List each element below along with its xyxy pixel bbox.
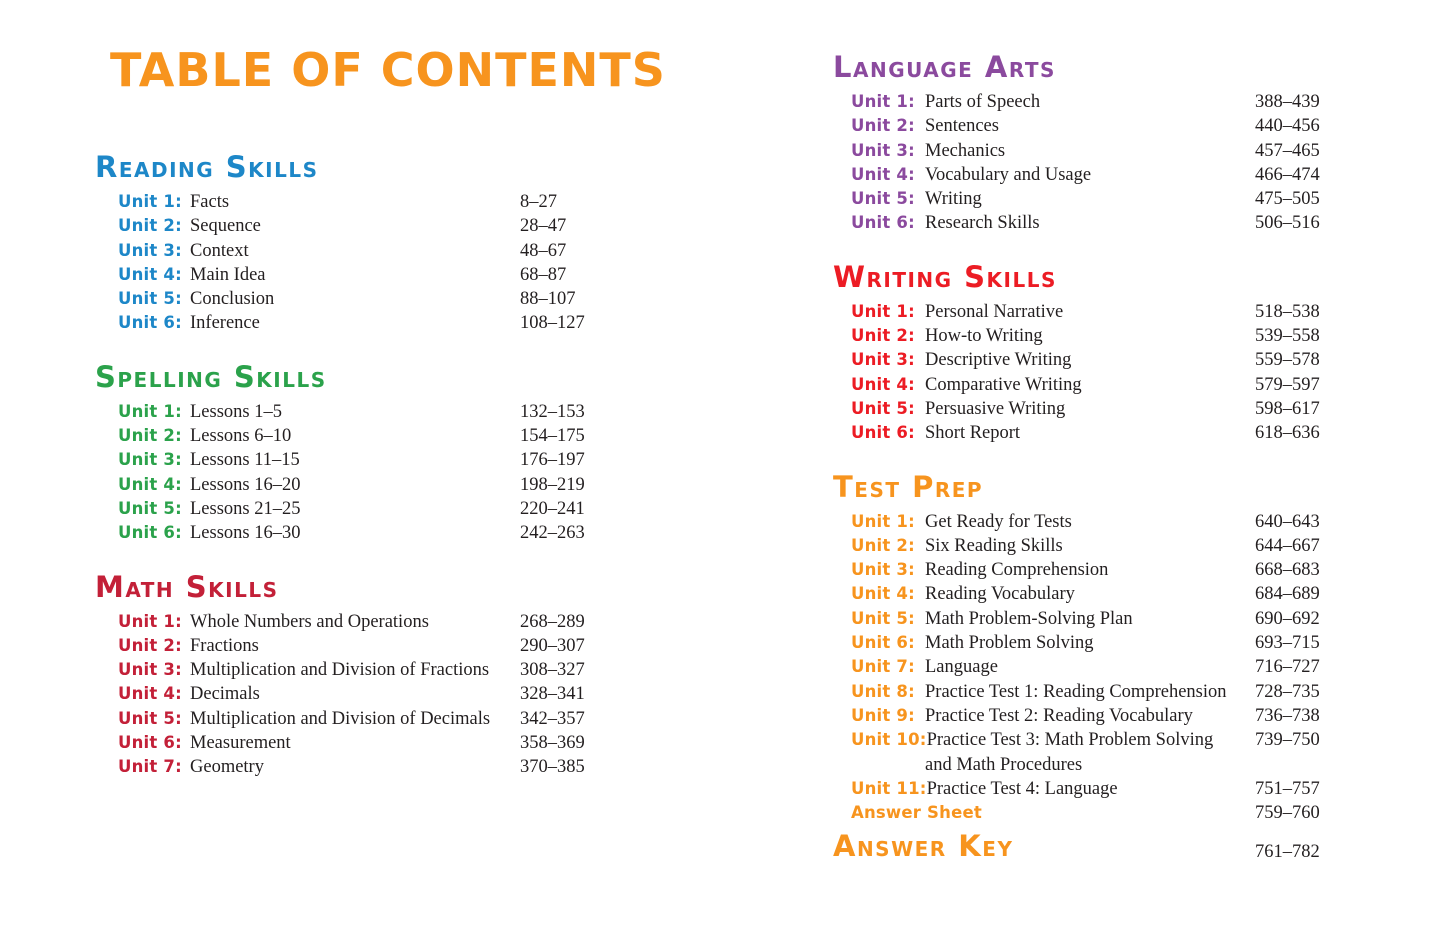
table-row (833, 397, 1373, 421)
math-skills-rows (95, 610, 655, 780)
unit-label: Unit 6: (851, 633, 915, 653)
unit-label: Unit 5: (118, 498, 182, 518)
page-range: 684–689 (1255, 584, 1320, 605)
section-heading-spelling-skills: Spelling Skills (95, 359, 327, 394)
unit-title: Multiplication and Division of Fractions (190, 660, 490, 681)
unit-label: Unit 5: (851, 398, 915, 418)
page-range: 668–683 (1255, 560, 1320, 581)
unit-title: Geometry (190, 757, 264, 778)
page-range: 440–456 (1255, 116, 1320, 137)
unit-label: Unit 4: (851, 164, 915, 184)
table-row (95, 473, 655, 497)
table-row (833, 534, 1373, 558)
section-language-arts (833, 50, 1373, 236)
unit-title: Conclusion (190, 289, 275, 310)
page-range: 690–692 (1255, 608, 1320, 629)
unit-title: Language (925, 657, 998, 678)
page-range: 308–327 (520, 660, 585, 681)
unit-label: Unit 3: (851, 560, 915, 580)
unit-title: Persuasive Writing (925, 398, 1066, 419)
unit-label: Unit 4: (118, 474, 182, 494)
unit-label: Unit 4: (118, 684, 182, 704)
section-heading-test-prep: Test Prep (833, 469, 984, 504)
table-row (95, 400, 655, 424)
unit-label: Unit 3: (851, 140, 915, 160)
table-row (95, 707, 655, 731)
table-row (833, 582, 1373, 606)
page-range: 108–127 (520, 313, 585, 334)
language-arts-rows (833, 90, 1373, 236)
unit-label: Unit 3: (118, 660, 182, 680)
unit-label: Unit 10: (851, 730, 927, 750)
table-row (833, 558, 1373, 582)
page-range: 761–782 (1255, 842, 1320, 863)
table-row (833, 801, 1373, 825)
unit-title: Reading Comprehension (925, 560, 1109, 581)
page-range: 328–341 (520, 684, 585, 705)
table-row (95, 731, 655, 755)
table-row (833, 114, 1373, 138)
unit-title: Practice Test 4: Language (926, 778, 1118, 799)
page-range: 132–153 (520, 401, 585, 422)
unit-label: Unit 1: (118, 401, 182, 421)
table-row (95, 682, 655, 706)
table-row (95, 755, 655, 779)
right-sections (833, 50, 1373, 863)
unit-label: Unit 1: (118, 192, 182, 211)
unit-title: Sequence (190, 216, 261, 237)
table-row (833, 421, 1373, 445)
table-row (833, 324, 1373, 348)
unit-label: Unit 6: (851, 213, 915, 233)
unit-title: Multiplication and Division of Decimals (190, 708, 491, 729)
unit-label: Unit 8: (851, 681, 915, 701)
unit-label: Unit 7: (851, 657, 915, 677)
unit-title: Math Problem-Solving Plan (925, 608, 1133, 629)
table-row (95, 448, 655, 472)
page-range: 618–636 (1255, 423, 1320, 444)
unit-label: Unit 4: (851, 374, 915, 394)
unit-title-line2: and Math Procedures (925, 754, 1083, 775)
table-row (95, 424, 655, 448)
unit-title: Get Ready for Tests (925, 511, 1072, 532)
unit-label: Unit 2: (118, 635, 182, 655)
unit-label: Unit 2: (851, 535, 915, 555)
answer-sheet-label: Answer Sheet (851, 803, 982, 823)
section-heading-language-arts: Language Arts (833, 50, 1056, 84)
unit-title: Context (190, 240, 249, 261)
unit-title: Lessons 16–30 (190, 523, 301, 544)
unit-label: Unit 5: (851, 189, 915, 209)
unit-label: Unit 6: (118, 523, 182, 543)
page-range: 693–715 (1255, 633, 1320, 654)
page-range: 475–505 (1255, 189, 1320, 210)
page-range: 88–107 (520, 289, 576, 310)
page-range: 342–357 (520, 708, 585, 729)
page-title: TABLE OF CONTENTS (110, 43, 666, 97)
test-prep-rows (833, 510, 1373, 826)
table-row (95, 190, 655, 214)
unit-title: Practice Test 1: Reading Comprehension (925, 681, 1227, 702)
unit-title: Lessons 16–20 (190, 474, 301, 495)
unit-label: Unit 7: (118, 757, 182, 777)
unit-title: Lessons 11–15 (190, 450, 300, 471)
unit-label: Unit 2: (851, 116, 915, 136)
unit-title: Six Reading Skills (925, 535, 1063, 556)
unit-label: Unit 4: (118, 264, 182, 284)
page-range: 28–47 (520, 216, 567, 237)
table-row (833, 728, 1373, 777)
unit-title: Practice Test 3: Math Problem Solving (926, 730, 1214, 751)
table-row (95, 610, 655, 634)
unit-label: Unit 5: (118, 708, 182, 728)
table-row (95, 521, 655, 545)
table-row (833, 655, 1373, 679)
section-spelling-skills (95, 360, 655, 546)
page-range: 154–175 (520, 426, 585, 447)
unit-title: Whole Numbers and Operations (190, 611, 429, 632)
page-range: 176–197 (520, 450, 585, 471)
page-range: 728–735 (1255, 681, 1320, 702)
table-row (833, 510, 1373, 534)
unit-label: Unit 6: (118, 313, 182, 333)
unit-label: Unit 6: (118, 733, 182, 753)
unit-label: Unit 9: (851, 705, 915, 725)
table-row (95, 658, 655, 682)
unit-title: Sentences (925, 116, 999, 137)
unit-label: Unit 2: (118, 216, 182, 236)
table-row (833, 373, 1373, 397)
page-range: 466–474 (1255, 164, 1320, 185)
page-range: 48–67 (520, 240, 567, 261)
unit-label: Unit 2: (851, 326, 915, 346)
table-row (95, 497, 655, 521)
unit-title: Reading Vocabulary (925, 584, 1075, 605)
unit-label: Unit 1: (851, 92, 915, 111)
page-range: 739–750 (1255, 730, 1320, 751)
unit-title: Lessons 1–5 (190, 401, 282, 422)
page-range: 736–738 (1255, 705, 1320, 726)
table-row (833, 139, 1373, 163)
page-range: 242–263 (520, 523, 585, 544)
section-test-prep (833, 470, 1373, 826)
unit-title: Measurement (190, 733, 291, 754)
unit-title: Parts of Speech (925, 92, 1041, 112)
table-row (833, 680, 1373, 704)
unit-label: Unit 5: (118, 289, 182, 309)
spelling-skills-rows (95, 400, 655, 546)
unit-title: Fractions (190, 635, 259, 656)
unit-label: Unit 11: (851, 778, 927, 798)
page-range: 8–27 (520, 192, 557, 212)
table-row (833, 704, 1373, 728)
unit-title: Facts (190, 192, 230, 212)
page-range: 457–465 (1255, 140, 1320, 161)
unit-label: Unit 4: (851, 584, 915, 604)
table-row (95, 214, 655, 238)
page-range: 220–241 (520, 498, 585, 519)
table-row (95, 311, 655, 335)
left-sections (95, 150, 655, 780)
section-math-skills (95, 570, 655, 780)
page-range: 198–219 (520, 474, 585, 495)
page-range: 68–87 (520, 264, 567, 285)
table-row (833, 777, 1373, 801)
writing-skills-rows (833, 300, 1373, 446)
table-row (833, 90, 1373, 114)
page-range: 370–385 (520, 757, 585, 778)
page-range: 559–578 (1255, 350, 1320, 371)
section-answer-key (833, 829, 1373, 863)
unit-label: Unit 1: (118, 611, 182, 631)
unit-title: Inference (190, 313, 260, 334)
table-row (95, 263, 655, 287)
reading-skills-rows (95, 190, 655, 336)
page-range: 506–516 (1255, 213, 1320, 234)
page-range: 518–538 (1255, 301, 1320, 322)
unit-title: Writing (925, 189, 982, 210)
page-range: 598–617 (1255, 398, 1320, 419)
unit-label: Unit 5: (851, 608, 915, 628)
unit-title: Vocabulary and Usage (925, 164, 1092, 185)
page-range: 388–439 (1255, 92, 1320, 112)
page-range: 640–643 (1255, 511, 1320, 532)
page-range: 644–667 (1255, 535, 1320, 556)
table-row (833, 187, 1373, 211)
unit-title: Practice Test 2: Reading Vocabulary (925, 705, 1193, 726)
unit-label: Unit 1: (851, 301, 915, 321)
unit-title: Personal Narrative (925, 301, 1064, 322)
unit-title: How-to Writing (925, 326, 1043, 347)
unit-label: Unit 3: (118, 450, 182, 470)
unit-title: Mechanics (925, 140, 1006, 161)
unit-label: Unit 3: (118, 240, 182, 260)
page-range: 358–369 (520, 733, 585, 754)
unit-title: Decimals (190, 684, 260, 705)
unit-title: Main Idea (190, 264, 266, 285)
page-range: 290–307 (520, 635, 585, 656)
table-row (833, 631, 1373, 655)
left-column (95, 40, 666, 780)
unit-title: Math Problem Solving (925, 633, 1094, 654)
unit-title: Comparative Writing (925, 374, 1082, 395)
table-row (833, 163, 1373, 187)
unit-title: Short Report (925, 423, 1021, 444)
table-row (833, 607, 1373, 631)
page-range: 268–289 (520, 611, 585, 632)
unit-label: Unit 3: (851, 350, 915, 370)
table-row (833, 348, 1373, 372)
table-row (833, 300, 1373, 324)
section-reading-skills (95, 150, 655, 336)
table-row (95, 287, 655, 311)
page-range: 751–757 (1255, 778, 1320, 799)
section-writing-skills (833, 260, 1373, 446)
unit-title: Lessons 6–10 (190, 426, 292, 447)
unit-label: Unit 6: (851, 423, 915, 443)
section-heading-reading-skills: Reading Skills (95, 150, 319, 184)
page-range: 759–760 (1255, 803, 1320, 824)
section-heading-writing-skills: Writing Skills (833, 259, 1057, 294)
unit-label: Unit 2: (118, 426, 182, 446)
table-row (95, 239, 655, 263)
section-heading-answer-key: Answer Key (833, 829, 1014, 864)
unit-title: Research Skills (925, 213, 1040, 234)
page-range: 539–558 (1255, 326, 1320, 347)
right-column (833, 40, 1373, 863)
unit-label: Unit 1: (851, 511, 915, 531)
page-range: 579–597 (1255, 374, 1320, 395)
unit-title: Lessons 21–25 (190, 498, 301, 519)
unit-title: Descriptive Writing (925, 350, 1072, 371)
section-heading-math-skills: Math Skills (95, 569, 279, 604)
table-row (95, 634, 655, 658)
table-row (833, 211, 1373, 235)
page-range: 716–727 (1255, 657, 1320, 678)
